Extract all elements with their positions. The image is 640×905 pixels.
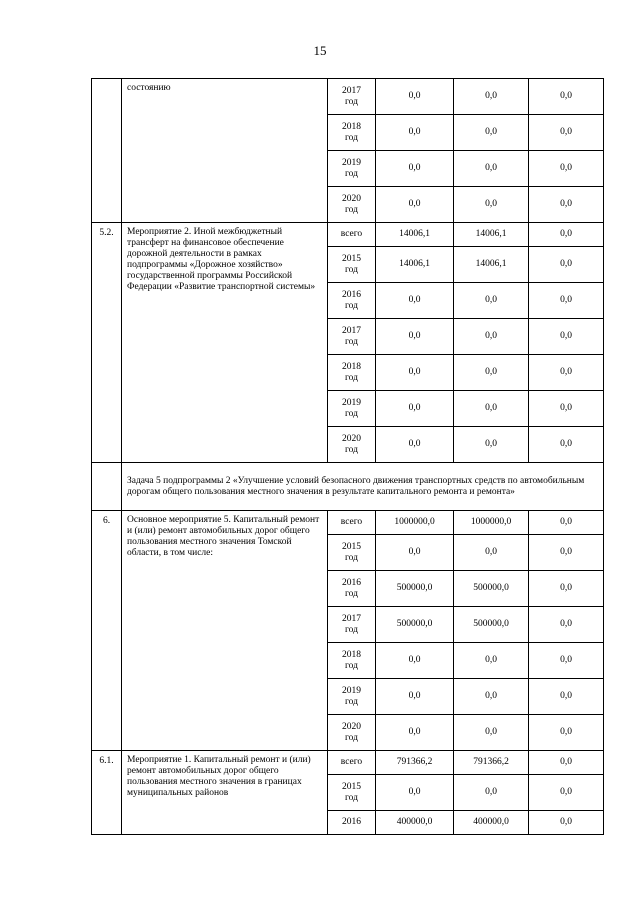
federal-value: 0,0 (454, 187, 529, 223)
item-name: Мероприятие 1. Капитальный ремонт и (или) ремонт автомобильных дорог общего пользования местного значения в границах муниципальных районов (122, 751, 328, 835)
year-cell: 2018 год (328, 355, 376, 391)
table-row (92, 751, 604, 775)
local-value: 0,0 (529, 511, 604, 535)
page-number: 15 (313, 43, 327, 58)
federal-value: 0,0 (454, 283, 529, 319)
federal-value: 0,0 (454, 775, 529, 811)
total-value: 0,0 (376, 115, 454, 151)
item-number: 6.1. (92, 751, 122, 835)
total-value: 791366,2 (376, 751, 454, 775)
year-cell: 2015 год (328, 247, 376, 283)
local-value: 0,0 (529, 79, 604, 115)
local-value: 0,0 (529, 283, 604, 319)
total-value: 0,0 (376, 643, 454, 679)
year-cell: 2015 год (328, 775, 376, 811)
item-name: Мероприятие 2. Иной межбюджетный трансферт на финансовое обеспечение дорожной деятельности в рамках подпрограммы «Дорожное хозяйство» государственной программы Российской Федерации «Развитие транспортной системы» (122, 223, 328, 463)
federal-value: 1000000,0 (454, 511, 529, 535)
local-value: 0,0 (529, 427, 604, 463)
task-row (92, 463, 604, 511)
table-row (92, 511, 604, 535)
item-number (92, 79, 122, 223)
year-cell: 2016 (328, 811, 376, 835)
total-value: 0,0 (376, 283, 454, 319)
federal-value: 0,0 (454, 643, 529, 679)
local-value: 0,0 (529, 355, 604, 391)
federal-value: 791366,2 (454, 751, 529, 775)
budget-table (91, 78, 604, 835)
year-cell: 2020 год (328, 715, 376, 751)
year-cell: 2019 год (328, 151, 376, 187)
federal-value: 0,0 (454, 535, 529, 571)
federal-value: 0,0 (454, 115, 529, 151)
total-value: 14006,1 (376, 223, 454, 247)
federal-value: 500000,0 (454, 607, 529, 643)
local-value: 0,0 (529, 115, 604, 151)
item-number: 6. (92, 511, 122, 751)
federal-value: 0,0 (454, 679, 529, 715)
year-cell: 2019 год (328, 391, 376, 427)
local-value: 0,0 (529, 535, 604, 571)
table-row (92, 223, 604, 247)
total-value: 0,0 (376, 715, 454, 751)
federal-value: 0,0 (454, 79, 529, 115)
total-value: 500000,0 (376, 607, 454, 643)
local-value: 0,0 (529, 247, 604, 283)
local-value: 0,0 (529, 643, 604, 679)
total-value: 0,0 (376, 679, 454, 715)
year-cell: 2019 год (328, 679, 376, 715)
local-value: 0,0 (529, 679, 604, 715)
total-value: 400000,0 (376, 811, 454, 835)
total-value: 0,0 (376, 187, 454, 223)
local-value: 0,0 (529, 391, 604, 427)
federal-value: 14006,1 (454, 247, 529, 283)
local-value: 0,0 (529, 775, 604, 811)
local-value: 0,0 (529, 607, 604, 643)
federal-value: 0,0 (454, 427, 529, 463)
year-cell: 2017 год (328, 79, 376, 115)
total-value: 0,0 (376, 319, 454, 355)
year-cell: 2015 год (328, 535, 376, 571)
item-number: 5.2. (92, 223, 122, 463)
year-cell: 2017 год (328, 319, 376, 355)
year-cell: всего (328, 751, 376, 775)
task-num-cell (92, 463, 122, 511)
federal-value: 14006,1 (454, 223, 529, 247)
local-value: 0,0 (529, 571, 604, 607)
local-value: 0,0 (529, 715, 604, 751)
local-value: 0,0 (529, 751, 604, 775)
federal-value: 0,0 (454, 151, 529, 187)
federal-value: 0,0 (454, 715, 529, 751)
total-value: 0,0 (376, 427, 454, 463)
total-value: 0,0 (376, 391, 454, 427)
year-cell: 2017 год (328, 607, 376, 643)
local-value: 0,0 (529, 151, 604, 187)
local-value: 0,0 (529, 319, 604, 355)
year-cell: 2018 год (328, 115, 376, 151)
federal-value: 400000,0 (454, 811, 529, 835)
item-name: состоянию (122, 79, 328, 223)
total-value: 0,0 (376, 775, 454, 811)
federal-value: 0,0 (454, 355, 529, 391)
year-cell: 2020 год (328, 427, 376, 463)
total-value: 0,0 (376, 79, 454, 115)
year-cell: 2016 год (328, 283, 376, 319)
total-value: 0,0 (376, 535, 454, 571)
total-value: 1000000,0 (376, 511, 454, 535)
year-cell: 2020 год (328, 187, 376, 223)
local-value: 0,0 (529, 811, 604, 835)
local-value: 0,0 (529, 187, 604, 223)
year-cell: 2018 год (328, 643, 376, 679)
year-cell: всего (328, 223, 376, 247)
federal-value: 0,0 (454, 319, 529, 355)
table-row (92, 79, 604, 115)
total-value: 14006,1 (376, 247, 454, 283)
year-cell: 2016 год (328, 571, 376, 607)
federal-value: 0,0 (454, 391, 529, 427)
local-value: 0,0 (529, 223, 604, 247)
total-value: 0,0 (376, 355, 454, 391)
task-text: Задача 5 подпрограммы 2 «Улучшение условий безопасного движения транспортных средств по автомобильным дорогам общего пользования местного значения в результате капитального ремонта и ремонта» (122, 463, 604, 511)
total-value: 0,0 (376, 151, 454, 187)
item-name: Основное мероприятие 5. Капитальный ремонт и (или) ремонт автомобильных дорог общего пользования местного значения Томской области, в том числе: (122, 511, 328, 751)
year-cell: всего (328, 511, 376, 535)
federal-value: 500000,0 (454, 571, 529, 607)
total-value: 500000,0 (376, 571, 454, 607)
